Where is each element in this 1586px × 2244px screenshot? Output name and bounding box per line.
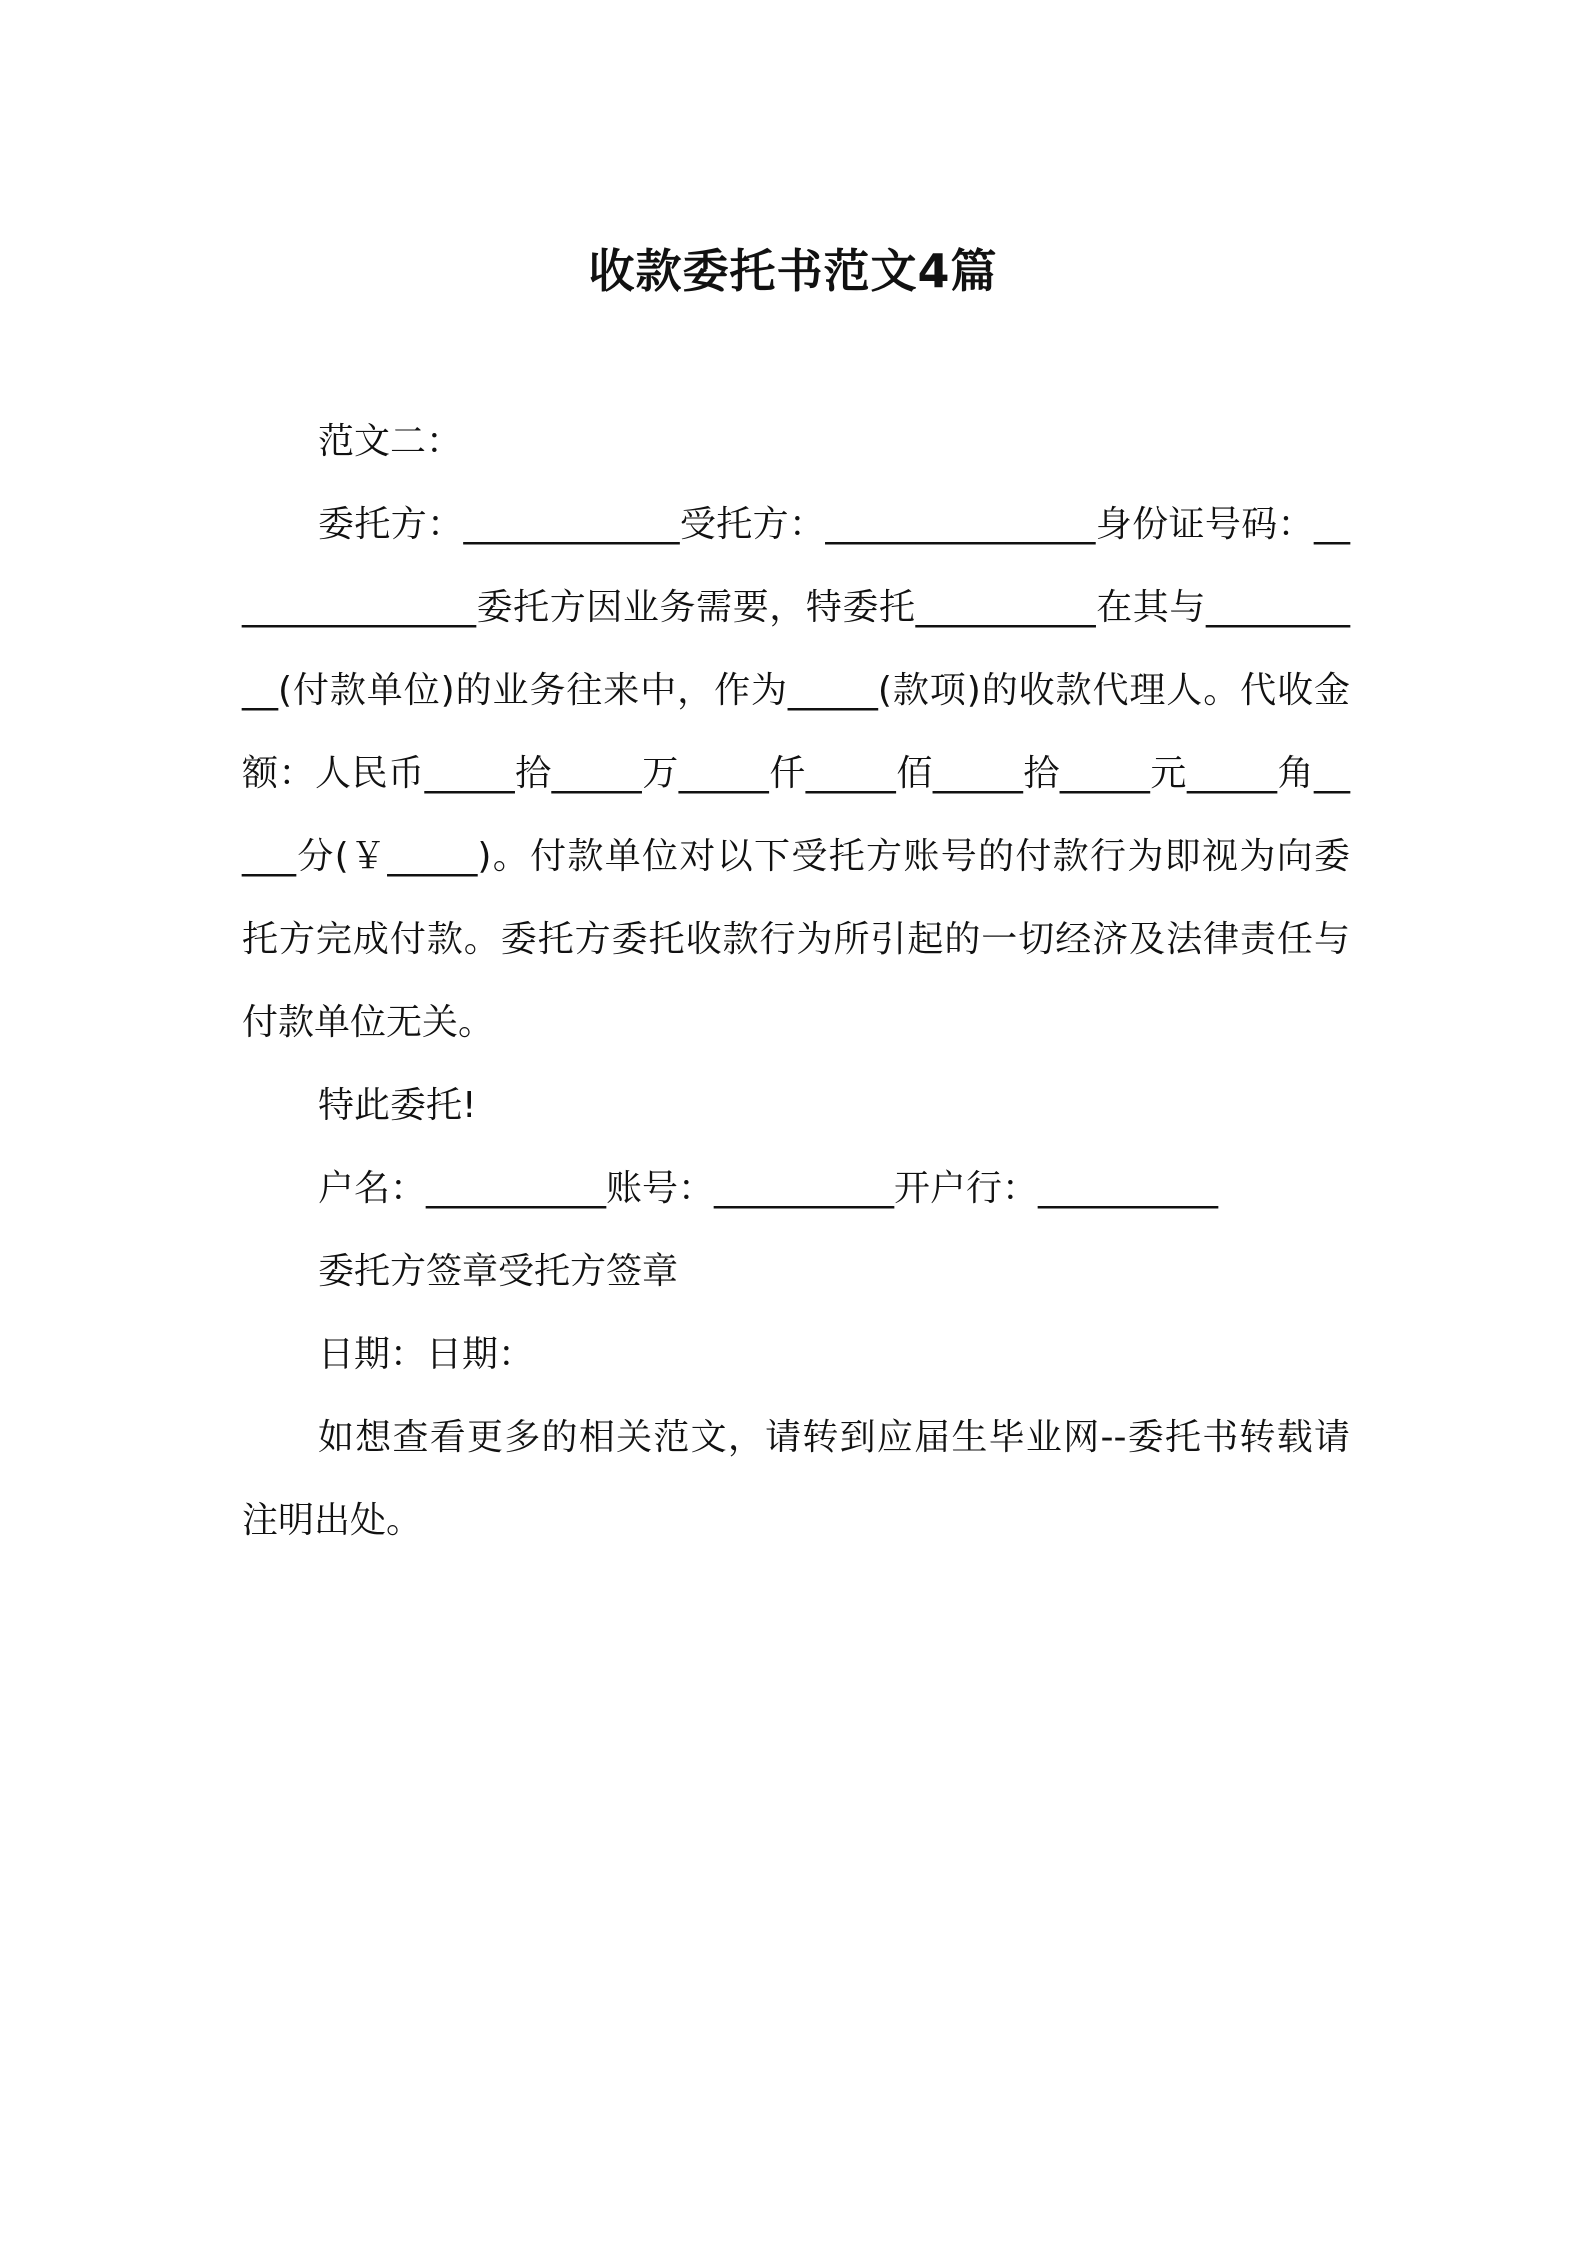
section-heading: 范文二： bbox=[318, 421, 463, 462]
document-body bbox=[242, 400, 1350, 1562]
account-info-line: 户名：__________账号：__________开户行：__________ bbox=[318, 1168, 1219, 1209]
document-title: 收款委托书范文4篇 bbox=[588, 243, 998, 298]
source-note: 如想查看更多的相关范文，请转到应届生毕业网--委托书转载请注明出处。 bbox=[242, 1417, 1350, 1541]
entrustment-paragraph: 委托方：____________受托方：_______________身份证号码：_______________委托方因业务需要，特委托__________在其与__________(付款单位)的业务往来中，作为_____(款项)的收款代理人。代收金额：人民币_____拾_____万_____仟_____佰_____拾_____元_____角_____分(￥_____)。付款单位对以下受托方账号的付款行为即视为向委托方完成付款。委托方委托收款行为所引起的一切经济及法律责任与付款单位无关。 bbox=[242, 504, 1351, 1043]
date-line: 日期：日期： bbox=[318, 1334, 535, 1375]
closing-phrase: 特此委托! bbox=[318, 1085, 477, 1126]
signature-line: 委托方签章受托方签章 bbox=[318, 1251, 679, 1292]
